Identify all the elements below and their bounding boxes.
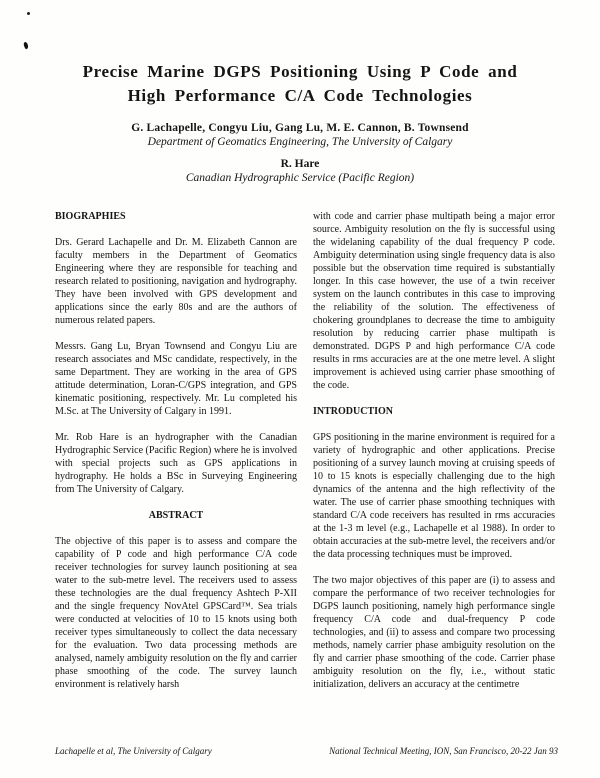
biography-paragraph-3: Mr. Rob Hare is an hydrographer with the Canadian Hydrographic Service (Pacific Region) where he is involved with special projects such as GPS applications in hydrography. He holds a BSc in Surveying Engineering from The University of Calgary.: [55, 432, 297, 495]
left-column: [55, 210, 297, 704]
author2-line: R. Hare: [280, 158, 320, 170]
introduction-paragraph-2: The two major objectives of this paper are (i) to assess and compare the performance of two receiver technologies for DGPS launch positioning, namely high performance single frequency C/A code and dual-frequency P code technologies, and (ii) to assess and compare two processing methods, namely carrier phase ambiguity resolution on the fly and carrier phase smoothing of the code. Carrier phase ambiguity resolution on the fly, i.e., without static initialization, delivers an accuracy at the centimetre: [313, 575, 555, 690]
affiliation2-line: Canadian Hydrographic Service (Pacific Region): [185, 172, 415, 184]
page-footer: [55, 746, 558, 756]
footer-right: National Technical Meeting, ION, San Francisco, 20-22 Jan 93: [329, 746, 558, 756]
right-column: [313, 210, 555, 704]
paper-title-line1: Precise Marine DGPS Positioning Using P Code and: [82, 62, 518, 81]
abstract-continued-paragraph: with code and carrier phase multipath being a major error source. Ambiguity resolution on the fly is successful using the widelaning capability of the dual frequency P code. Ambiguity determination using single frequency data is also possible but the observation time required is substantially longer. In this case however, the use of a twin receiver system on the launch contributes in this case to improving the reliability of the solution. The effectiveness of chokering groundplanes to decrease the time to ambiguity resolution by reducing carrier phase multipath is demonstrated. DGPS P and high performance C/A code results in rms accuracies are at the one metre level. A slight improvement is achieved using carrier phase smoothing of the code.: [313, 211, 555, 391]
abstract-paragraph: The objective of this paper is to assess and compare the capability of P code and high performance C/A code receiver technologies for survey launch positioning at sea water to the sub-metre level. The receivers used to assess these technologies are the dual frequency Ashtech P-XII and the single frequency NovAtel GPSCard™. Sea trials were conducted at velocities of 10 to 15 knots using both receiver types simultaneously to collect the data necessary for the evaluation. Two data processing methods are analysed, namely ambiguity resolution on the fly and carrier phase smoothing of the code. The survey launch environment is relatively harsh: [55, 536, 297, 690]
paper-header: [0, 0, 600, 184]
biography-paragraph-1: Drs. Gerard Lachapelle and Dr. M. Elizabeth Cannon are faculty members in the Department of Geomatics Engineering where they are responsible for teaching and research related to positioning, navigation and hydrography. They have been involved with GPS development and applications since the early 80s and are the authors of numerous related papers.: [55, 237, 297, 326]
abstract-heading: ABSTRACT: [148, 510, 204, 521]
scan-artifact-dot: [27, 12, 30, 15]
paper-title: [40, 60, 560, 108]
authors-line: G. Lachapelle, Congyu Liu, Gang Lu, M. E. Cannon, B. Townsend: [131, 122, 469, 134]
affiliation-line: Department of Geomatics Engineering, The University of Calgary: [147, 136, 453, 148]
introduction-heading: INTRODUCTION: [313, 406, 394, 417]
two-column-body: [55, 210, 555, 704]
introduction-paragraph-1: GPS positioning in the marine environment is required for a variety of hydrographic and other applications. Precise positioning of a survey launch moving at cruising speeds of 10 to 15 knots is especially challenging due to the high dynamics of the antenna and the high reflectivity of the water. The use of carrier phase smoothing techniques with standard C/A code receivers has resulted in rms accuracies at the 1-3 m level (e.g., Lachapelle et al 1988). In order to obtain accuracies at the sub-metre level, the receivers and/or the data processing techniques must be improved.: [313, 432, 555, 560]
biography-paragraph-2: Messrs. Gang Lu, Bryan Townsend and Congyu Liu are research associates and MSc candidate, respectively, in the same Department. They are working in the area of GPS attitude determination, Loran-C/GPS integration, and GPS kinematic positioning, respectively. Mr. Lu completed his M.Sc. at The University of Calgary in 1991.: [55, 341, 297, 417]
paper-title-line2: High Performance C/A Code Technologies: [127, 86, 473, 105]
biographies-heading: BIOGRAPHIES: [55, 211, 126, 222]
footer-left: Lachapelle et al, The University of Calgary: [55, 746, 212, 756]
